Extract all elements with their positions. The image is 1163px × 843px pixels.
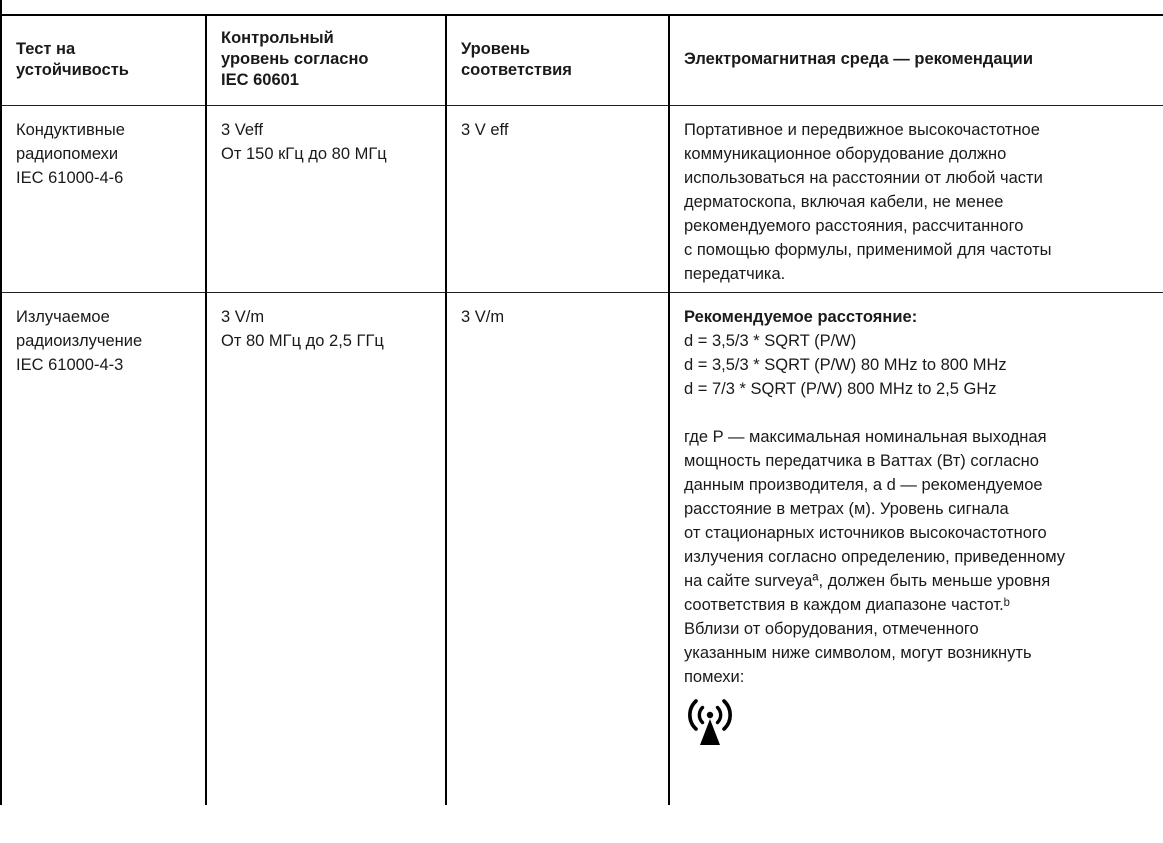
header-environment: Электромагнитная среда — рекомендации — [669, 14, 1163, 106]
cell-compliance: 3 V eff — [446, 106, 669, 293]
cell-compliance: 3 V/m — [446, 293, 669, 805]
formula: d = 3,5/3 * SQRT (P/W) 80 MHz to 800 MHz — [684, 356, 1007, 374]
cell-environment: Рекомендуемое расстояние: d = 3,5/3 * SQRT (P/W) d = 3,5/3 * SQRT (P/W) 80 MHz to 800 MHz d = 7/3 * SQRT (P/W) 800 MHz to 2,5 GHz где P — максимальная номинальная выходная мощность передатчика в Ваттах (Вт) согласно данным производителя, а d — рекомендуемое расстояние в метрах (м). Уровень сигнала от стационарных источников высокочастотного излучения согласно определению, приведенному на сайте surveyaª, должен быть меньше уровня соответствия в каждом диапазоне частот.ᵇ Вблизи от оборудования, отмеченного указанным ниже символом, могут возникнуть помехи: — [669, 293, 1163, 805]
table-row — [1, 106, 1163, 293]
formula: d = 7/3 * SQRT (P/W) 800 MHz to 2,5 GHz — [684, 380, 997, 398]
non-ionizing-radiation-icon — [684, 695, 736, 757]
header-compliance: Уровень соответствия — [446, 14, 669, 106]
cell-environment: Портативное и передвижное высокочастотное коммуникационное оборудование должно использоваться на расстоянии от любой части дерматоскопа, включая кабели, не менее рекомендуемого расстояния, рассчитанного с помощью формулы, применимой для частоты передатчика. — [669, 106, 1163, 293]
table-row — [1, 293, 1163, 805]
formula: d = 3,5/3 * SQRT (P/W) — [684, 332, 857, 350]
recommended-distance-title: Рекомендуемое расстояние: — [684, 308, 918, 326]
header-level: Контрольный уровень согласно IEC 60601 — [206, 14, 446, 106]
table-header-row — [1, 14, 1163, 106]
emc-immunity-table — [0, 14, 1163, 805]
cell-level: 3 V/m От 80 МГц до 2,5 ГГц — [206, 293, 446, 805]
cell-test: Кондуктивные радиопомехи IEC 61000-4-6 — [1, 106, 206, 293]
header-test: Тест на устойчивость — [1, 14, 206, 106]
cell-level: 3 Veff От 150 кГц до 80 МГц — [206, 106, 446, 293]
cell-test: Излучаемое радиоизлучение IEC 61000-4-3 — [1, 293, 206, 805]
